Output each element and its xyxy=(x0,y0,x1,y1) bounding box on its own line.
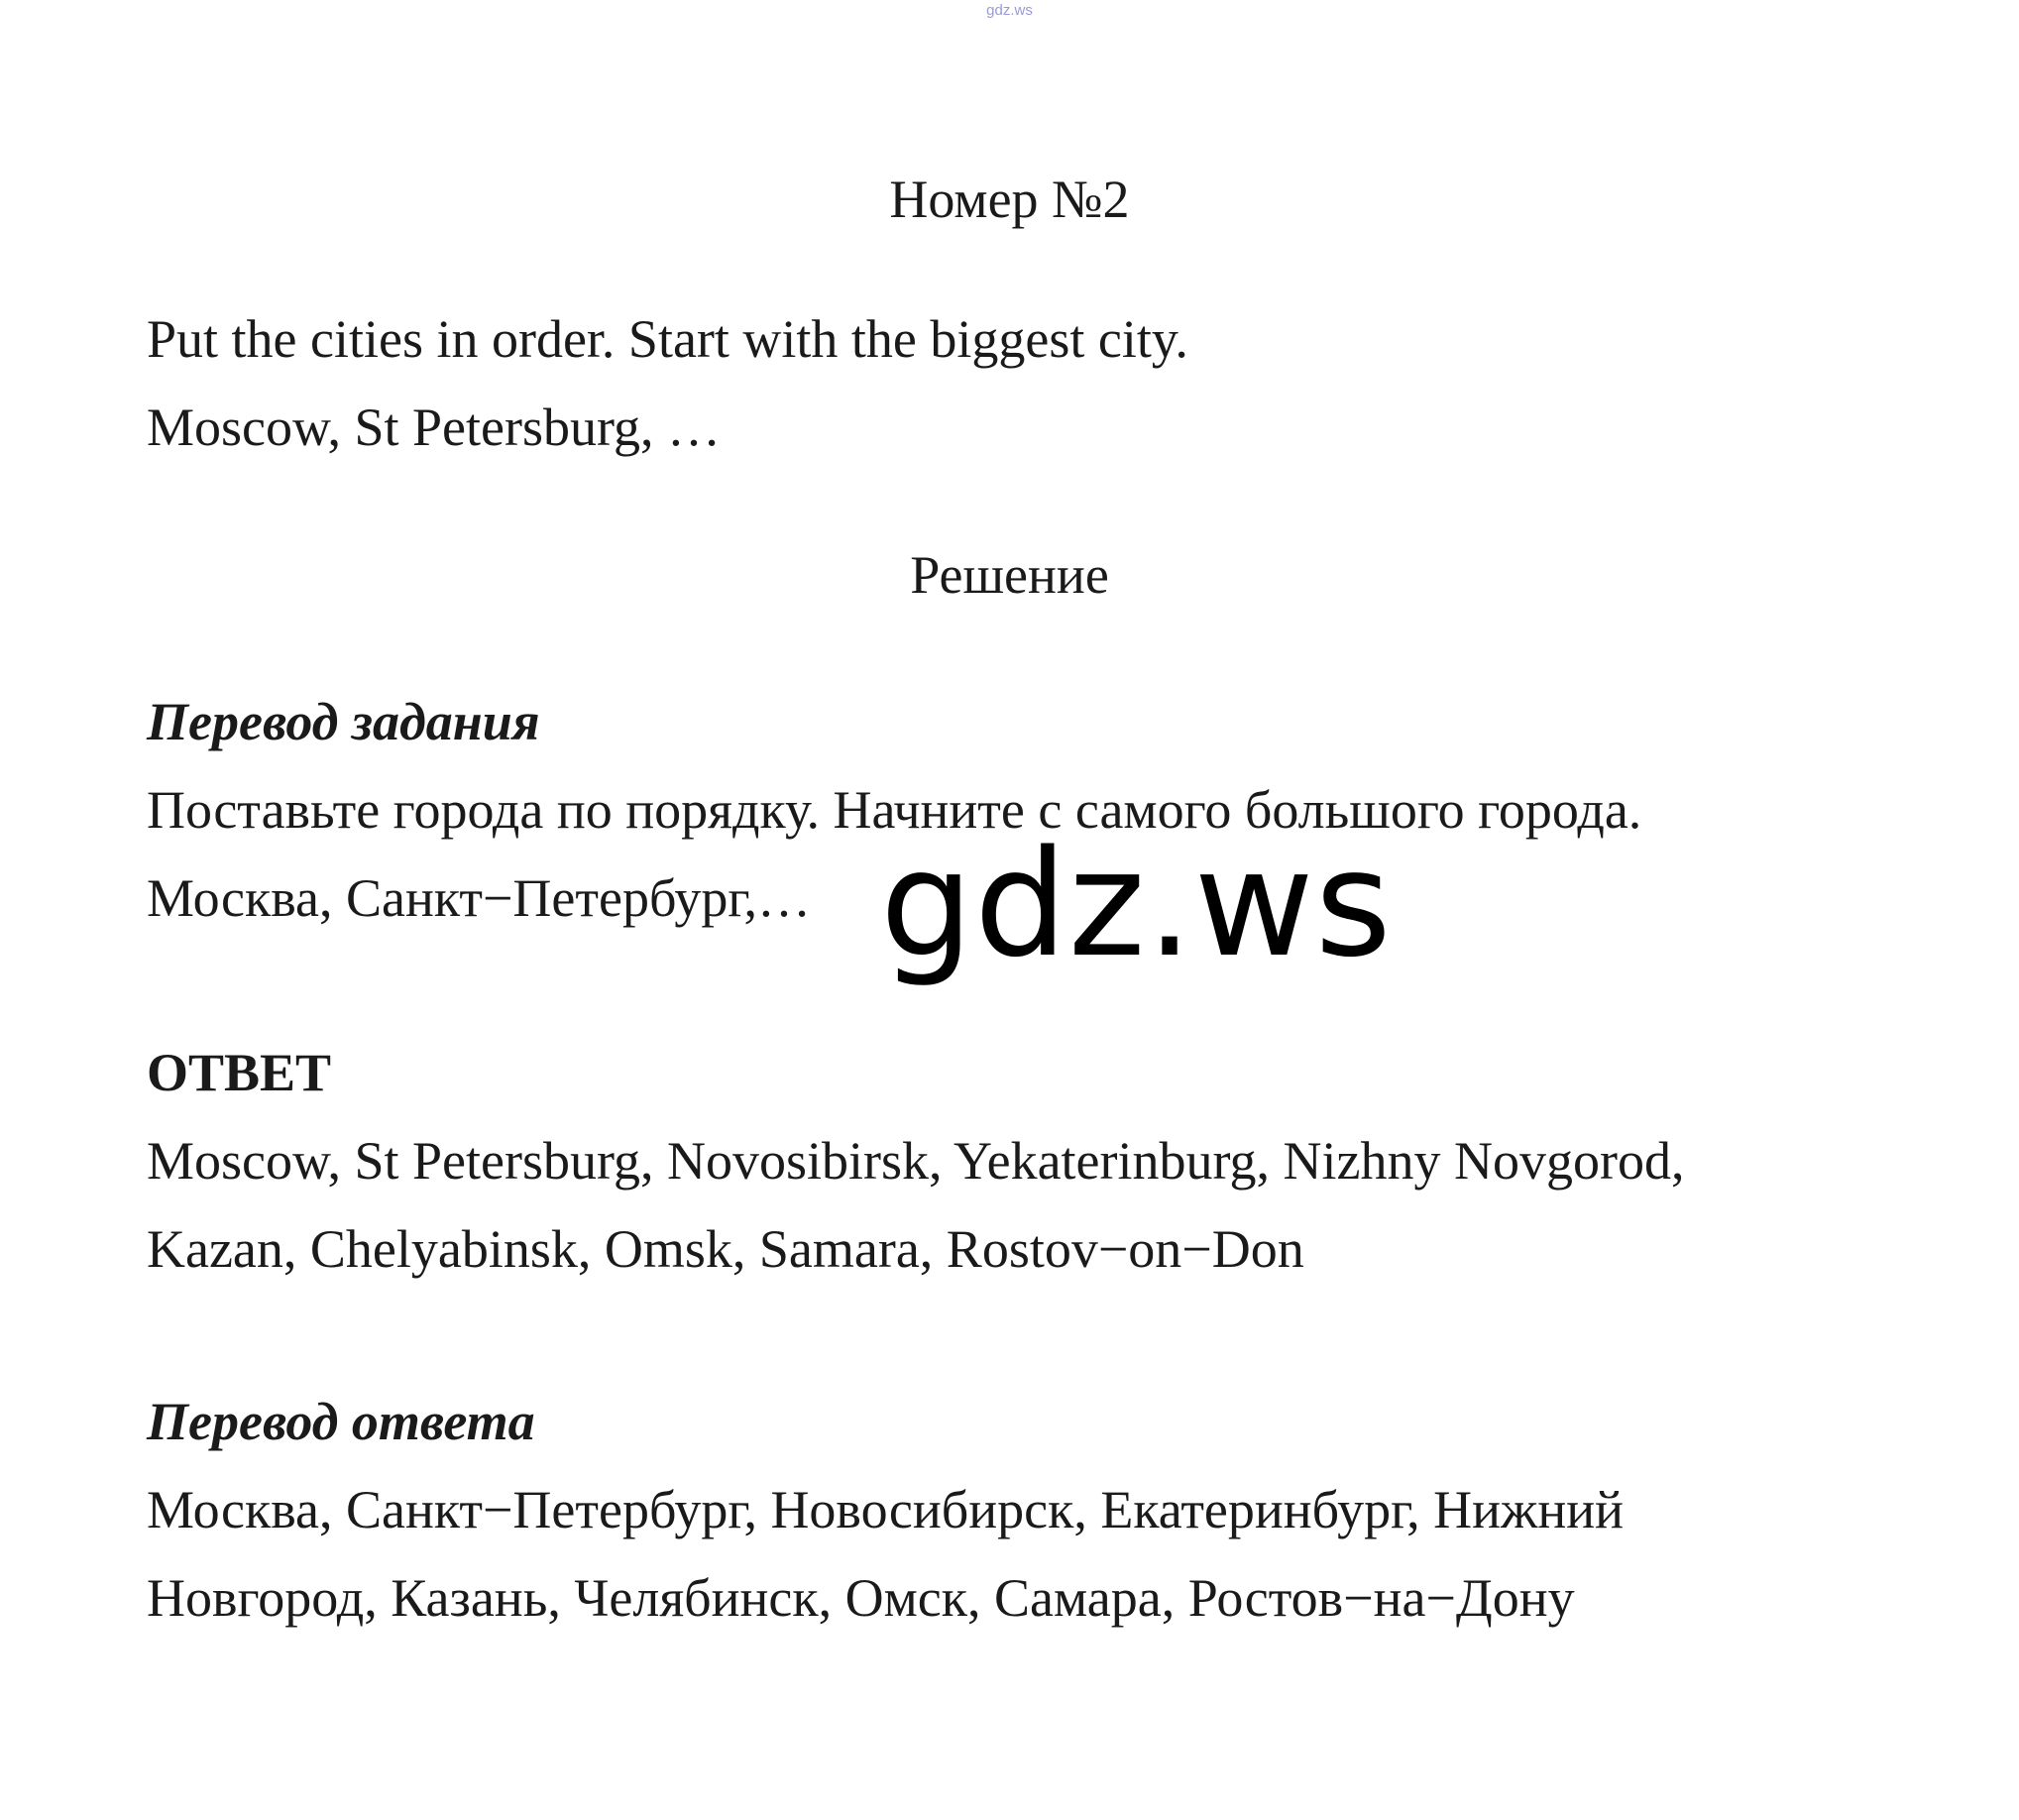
watermark-logo: gdz.ws xyxy=(880,819,1393,989)
answer-line-2: Kazan, Chelyabinsk, Omsk, Samara, Rostov−on−Don xyxy=(147,1219,1304,1279)
task-translation-line-2: Москва, Санкт−Петербург,… xyxy=(147,868,811,928)
answer-translation-line-2: Новгород, Казань, Челябинск, Омск, Самара, Ростов−на−Дону xyxy=(147,1568,1575,1628)
page-title: Номер №2 xyxy=(889,170,1130,229)
task-instruction: Put the cities in order. Start with the biggest city. xyxy=(147,309,1188,369)
task-translation-line-1: Поставьте города по порядку. Начните с самого большого города. xyxy=(147,780,1642,840)
answer-translation-heading: Перевод ответа xyxy=(147,1392,535,1451)
answer-line-1: Moscow, St Petersburg, Novosibirsk, Yekaterinburg, Nizhny Novgorod, xyxy=(147,1131,1685,1191)
top-watermark: gdz.ws xyxy=(986,2,1033,19)
answer-translation-line-1: Москва, Санкт−Петербург, Новосибирск, Екатеринбург, Нижний xyxy=(147,1480,1625,1539)
task-translation-heading: Перевод задания xyxy=(147,692,540,751)
answer-heading: ОТВЕТ xyxy=(147,1043,332,1102)
solution-label: Решение xyxy=(910,545,1109,605)
task-example: Moscow, St Petersburg, … xyxy=(147,398,721,457)
